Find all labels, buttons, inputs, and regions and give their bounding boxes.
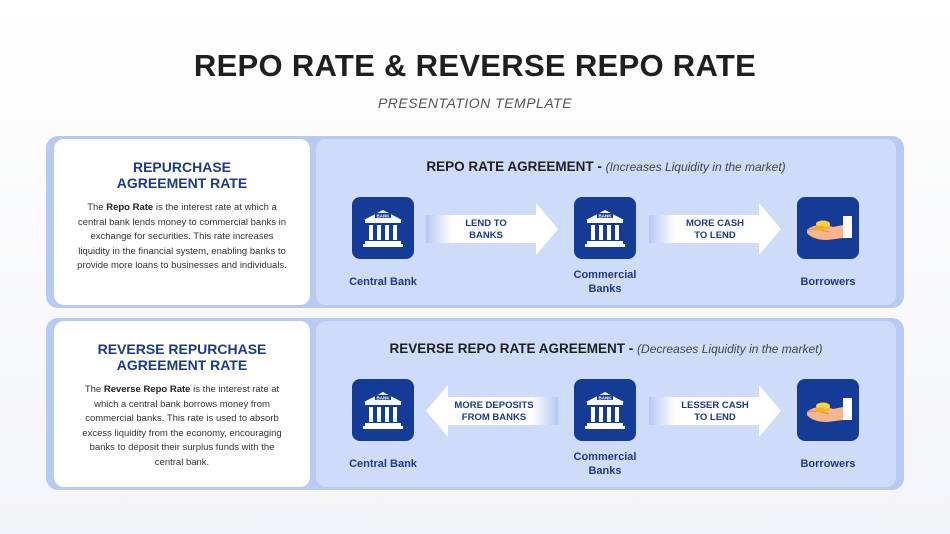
borrowers-node xyxy=(797,379,859,441)
card-text-before: The xyxy=(84,384,104,395)
commercial-banks-label-line2: Banks xyxy=(588,465,622,477)
commercial-banks-label-line1: Commercial xyxy=(573,269,637,281)
arrow-label-line1: LEND TO xyxy=(465,218,507,229)
page-subtitle: PRESENTATION TEMPLATE xyxy=(377,95,573,111)
repo-rate-panel xyxy=(46,136,904,308)
bank-sign: BANK xyxy=(376,213,390,219)
card-description xyxy=(54,201,310,274)
reverse-repo-description-card xyxy=(54,321,310,487)
bank-icon xyxy=(584,390,626,430)
commercial-banks-label xyxy=(550,268,660,296)
commercial-banks-label xyxy=(550,450,660,478)
agreement-note: (Increases Liquidity in the market) xyxy=(605,160,786,174)
bank-sign: BANK xyxy=(598,395,612,401)
central-bank-node xyxy=(352,197,414,259)
borrowers-node xyxy=(797,197,859,259)
card-text-after: is the interest rate at which a central bank lends money to commercial banks in exchange for securities. This rate increases liquidity in the financial system, enabling banks to provide more loans to businesses and individuals. xyxy=(77,202,287,272)
card-text-after: is the interest rate at which a central bank borrows money from commercial banks. This rate is used to absorb excess liquidity from the economy, encouraging banks to deposit their surplus funds with the central bank. xyxy=(82,384,282,468)
card-title-line2: AGREEMENT RATE xyxy=(116,175,248,191)
arrow-label xyxy=(665,218,765,242)
arrow-label-line1: MORE CASH xyxy=(685,218,745,229)
hand-coins-icon xyxy=(803,208,853,248)
commercial-banks-node xyxy=(574,197,636,259)
card-title xyxy=(54,159,310,191)
bank-sign: BANK xyxy=(598,213,612,219)
borrowers-label: Borrowers xyxy=(800,276,856,288)
arrow-label-line1: LESSER CASH xyxy=(681,400,749,411)
bank-sign: BANK xyxy=(376,395,390,401)
agreement-note: (Decreases Liquidity in the market) xyxy=(637,342,823,356)
agreement-title xyxy=(316,159,896,174)
central-bank-label: Central Bank xyxy=(349,276,417,288)
central-bank-node xyxy=(352,379,414,441)
card-text-before: The xyxy=(87,202,107,213)
page-title: REPO RATE & REVERSE REPO RATE xyxy=(193,48,757,83)
card-title xyxy=(54,341,310,373)
arrow-label-line1: MORE DEPOSITS xyxy=(454,400,534,411)
repo-rate-description-card xyxy=(54,139,310,305)
arrow-label xyxy=(665,400,765,424)
commercial-banks-node xyxy=(574,379,636,441)
arrow-label xyxy=(436,218,536,242)
borrowers-label: Borrowers xyxy=(800,458,856,470)
card-title-line1: REVERSE REPURCHASE xyxy=(97,341,267,357)
card-title-line2: AGREEMENT RATE xyxy=(116,357,248,373)
agreement-title-text: REPO RATE AGREEMENT - xyxy=(426,159,606,174)
central-bank-label: Central Bank xyxy=(349,458,417,470)
hand-coins-icon xyxy=(803,390,853,430)
agreement-title-text: REVERSE REPO RATE AGREEMENT - xyxy=(389,341,638,356)
arrow-label-line2: FROM BANKS xyxy=(461,412,527,423)
bank-icon xyxy=(584,208,626,248)
agreement-title xyxy=(316,341,896,356)
bank-icon xyxy=(362,208,404,248)
arrow-label-line2: BANKS xyxy=(469,230,503,241)
arrow-label-line2: TO LEND xyxy=(694,412,736,423)
arrow-label xyxy=(444,400,544,424)
card-description xyxy=(54,383,310,471)
reverse-repo-rate-flow xyxy=(316,321,896,487)
repo-rate-flow xyxy=(316,139,896,305)
card-text-bold: Reverse Repo Rate xyxy=(103,384,191,395)
card-title-line1: REPURCHASE xyxy=(132,159,231,175)
reverse-repo-rate-panel xyxy=(46,318,904,490)
arrow-label-line2: TO LEND xyxy=(694,230,736,241)
bank-icon xyxy=(362,390,404,430)
card-text-bold: Repo Rate xyxy=(106,202,154,213)
commercial-banks-label-line1: Commercial xyxy=(573,451,637,463)
commercial-banks-label-line2: Banks xyxy=(588,283,622,295)
